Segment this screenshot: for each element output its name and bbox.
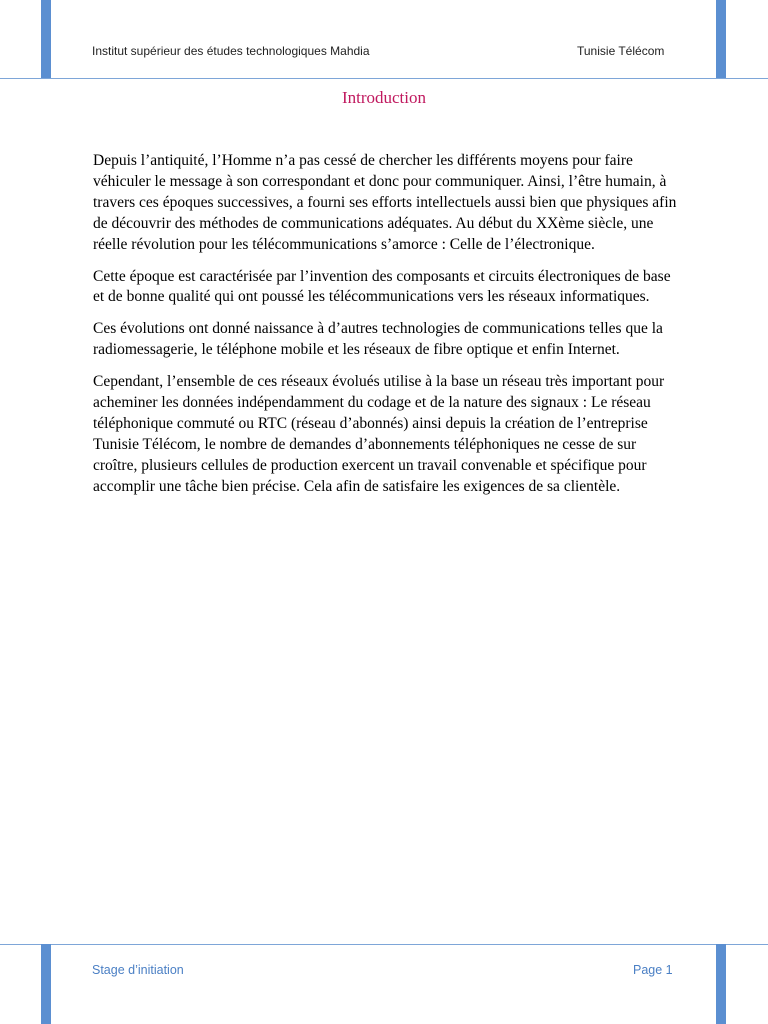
page-title: Introduction — [341, 88, 427, 107]
footer-page-number: Page 1 — [633, 963, 673, 977]
paragraph-1: Depuis l’antiquité, l’Homme n’a pas cessé de chercher les différents moyens pour faire véhiculer le message à son correspondant et donc pour communiquer. Ainsi, l’être humain, à travers ces époques successives, a fourni ses efforts intellectuels aussi bien que physiques afin de découvrir des méthodes de communications adéquates. Au début du XXème siècle, une réelle révolution pour les télécommunications s’amorce : Celle de l’électronique. — [93, 152, 677, 253]
paragraph-3: Ces évolutions ont donné naissance à d’autres technologies de communications telles que la radiomessagerie, le téléphone mobile et les réseaux de fibre optique et enfin Internet. — [93, 320, 663, 359]
header-institute-name: Institut supérieur des études technologiques Mahdia — [92, 44, 370, 58]
body-text — [93, 151, 678, 509]
footer-left-accent-bar — [41, 944, 51, 1024]
paragraph-4: Cependant, l’ensemble de ces réseaux évolués utilise à la base un réseau très important pour acheminer les données indépendamment du codage et de la nature des signaux : Le réseau téléphonique commuté ou RTC (réseau d’abonnés) ainsi depuis la création de l’entreprise Tunisie Télécom, le nombre de demandes d’abonnements téléphoniques ne cesse de sur croître, plusieurs cellules de production exercent un travail convenable et spécifique pour accomplir une tâche bien précise. Cela afin de satisfaire les exigences de sa clientèle. — [93, 373, 665, 495]
paragraph-2: Cette époque est caractérisée par l’invention des composants et circuits électroniques de base et de bonne qualité qui ont poussé les télécommunications vers les réseaux informatiques. — [93, 267, 671, 306]
footer-stage-label: Stage d’initiation — [92, 963, 184, 977]
header-rule — [0, 78, 768, 79]
header-left-accent-bar — [41, 0, 51, 78]
footer-right-accent-bar — [716, 944, 726, 1024]
header-company-name: Tunisie Télécom — [577, 44, 665, 58]
header-right-accent-bar — [716, 0, 726, 78]
footer-rule — [0, 944, 768, 945]
